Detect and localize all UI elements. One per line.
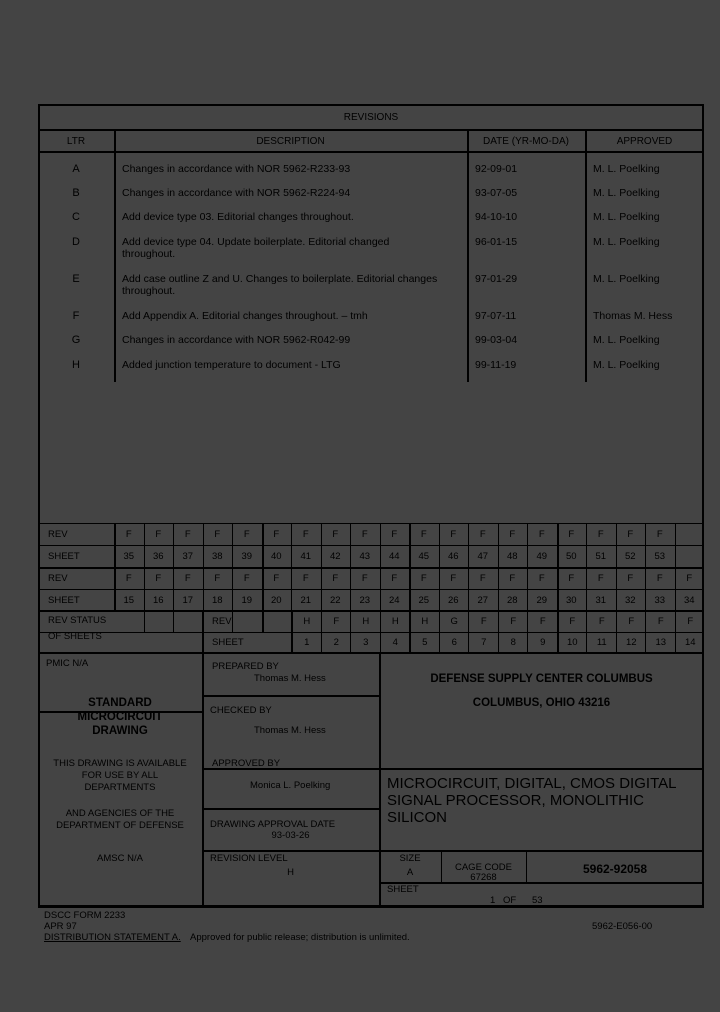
status-cell: 29 xyxy=(536,595,548,606)
rule-line xyxy=(38,610,704,612)
distribution-statement: Approved for public release; distribution is unlimited. xyxy=(190,932,410,943)
approved-by-name: Monica L. Poelking xyxy=(250,780,331,791)
sheet-total: 53 xyxy=(532,895,543,906)
status-cell: H xyxy=(303,616,311,627)
status-cell: F xyxy=(568,529,575,540)
status-cell: 4 xyxy=(392,637,398,648)
size-value: A xyxy=(406,867,414,878)
status-cell: F xyxy=(539,616,546,627)
status-cell: F xyxy=(125,529,132,540)
revision-approver: M. L. Poelking xyxy=(593,211,660,223)
status-cell: 39 xyxy=(241,551,253,562)
rule-line xyxy=(350,523,351,652)
revision-approver: M. L. Poelking xyxy=(593,273,660,285)
status-cell: F xyxy=(184,573,191,584)
status-cell: F xyxy=(155,573,162,584)
status-cell: F xyxy=(450,573,457,584)
cage-code: 67268 xyxy=(470,872,497,883)
organization-city: COLUMBUS, OHIO 43216 xyxy=(472,697,611,709)
size-label: SIZE xyxy=(399,853,421,864)
rule-line xyxy=(616,523,617,652)
status-cell: F xyxy=(686,573,693,584)
revision-date: 96-01-15 xyxy=(475,236,518,248)
checked-by-label: CHECKED BY xyxy=(210,705,272,716)
status-cell: 50 xyxy=(565,551,577,562)
status-cell: F xyxy=(597,573,604,584)
status-cell: F xyxy=(538,529,545,540)
status-cell: F xyxy=(391,529,398,540)
status-cell: F xyxy=(125,573,132,584)
status-cell: 20 xyxy=(270,595,282,606)
status-cell: F xyxy=(538,573,545,584)
status-cell: F xyxy=(569,616,576,627)
rule-line xyxy=(468,523,469,652)
pmic-label: PMIC N/A xyxy=(46,658,89,669)
status-cell: 25 xyxy=(418,595,430,606)
distribution-label: DISTRIBUTION STATEMENT A. xyxy=(44,932,181,943)
status-cell: F xyxy=(627,529,634,540)
status-row-label: SHEET xyxy=(48,551,80,562)
revision-approver: Thomas M. Hess xyxy=(593,310,673,322)
status-cell: 5 xyxy=(422,637,428,648)
rule-line xyxy=(557,523,559,652)
rule-line xyxy=(38,151,704,153)
status-cell: F xyxy=(332,529,339,540)
status-cell: F xyxy=(510,616,517,627)
rule-line xyxy=(586,523,587,652)
rule-line xyxy=(38,523,704,524)
status-cell: F xyxy=(214,529,221,540)
revision-description-cont: throughout. xyxy=(122,285,176,297)
status-row-label: SHEET xyxy=(48,595,80,606)
form-date: APR 97 xyxy=(44,921,77,932)
status-cell: F xyxy=(509,573,516,584)
status-cell: F xyxy=(361,573,368,584)
status-cell: 42 xyxy=(329,551,341,562)
status-cell: 40 xyxy=(270,551,282,562)
status-cell: F xyxy=(656,573,663,584)
prepared-by-label: PREPARED BY xyxy=(212,661,279,672)
rule-line xyxy=(702,104,704,907)
rule-line xyxy=(38,129,704,131)
rule-line xyxy=(202,695,379,697)
status-cell: 45 xyxy=(418,551,430,562)
status-cell: F xyxy=(628,616,635,627)
status-cell: 1 xyxy=(304,637,310,648)
revision-description: Changes in accordance with NOR 5962-R042-99 xyxy=(122,334,351,346)
status-cell: 41 xyxy=(300,551,312,562)
availability-text: THIS DRAWING IS AVAILABLE xyxy=(53,758,187,769)
status-cell: 22 xyxy=(329,595,341,606)
approval-date: 93-03-26 xyxy=(271,830,310,841)
rule-line xyxy=(38,567,704,569)
revision-date: 99-11-19 xyxy=(475,359,517,371)
status-cell: F xyxy=(302,573,309,584)
status-cell: 53 xyxy=(654,551,666,562)
status-cell: 49 xyxy=(536,551,548,562)
column-header: DATE (YR-MO-DA) xyxy=(483,136,569,147)
column-header: LTR xyxy=(66,136,86,147)
revision-description: Changes in accordance with NOR 5962-R233-93 xyxy=(122,163,351,175)
revision-approver: M. L. Poelking xyxy=(593,359,660,371)
status-cell: F xyxy=(509,529,516,540)
status-cell: F xyxy=(597,529,604,540)
status-cell: F xyxy=(479,573,486,584)
status-cell: F xyxy=(657,616,664,627)
rule-line xyxy=(527,523,528,652)
revision-level: H xyxy=(287,867,294,878)
revision-description: Changes in accordance with NOR 5962-R224-94 xyxy=(122,187,351,199)
rule-line xyxy=(645,523,646,652)
revision-description: Add device type 03. Editorial changes throughout. xyxy=(122,211,354,223)
status-cell: F xyxy=(332,573,339,584)
rule-line xyxy=(379,850,704,852)
status-cell: 24 xyxy=(388,595,400,606)
status-cell: F xyxy=(420,529,427,540)
status-cell: F xyxy=(420,573,427,584)
status-row-label: REV xyxy=(48,529,68,540)
rule-line xyxy=(379,882,704,884)
revision-date: 94-10-10 xyxy=(475,211,518,223)
rule-line xyxy=(409,523,411,652)
rule-line xyxy=(321,523,322,652)
status-cell: F xyxy=(184,529,191,540)
cage-code-label: CAGE CODE xyxy=(454,862,512,873)
status-cell: 2 xyxy=(333,637,339,648)
checked-by-name: Thomas M. Hess xyxy=(254,725,326,736)
rule-line xyxy=(38,652,704,654)
status-cell: 10 xyxy=(566,637,578,648)
prepared-by-name: Thomas M. Hess xyxy=(254,673,326,684)
approval-date-label: DRAWING APPROVAL DATE xyxy=(210,819,336,830)
amsc-label: AMSC N/A xyxy=(97,853,143,864)
rev-status-label: REV STATUS xyxy=(48,615,107,626)
status-cell: 37 xyxy=(182,551,194,562)
status-cell: 36 xyxy=(152,551,164,562)
status-cell: F xyxy=(273,529,280,540)
standard-heading: STANDARD xyxy=(88,697,152,709)
status-cell: 18 xyxy=(211,595,223,606)
revision-description: Add case outline Z and U. Changes to boilerplate. Editorial changes xyxy=(122,273,438,285)
organization-name: DEFENSE SUPPLY CENTER COLUMBUS xyxy=(430,673,653,685)
rev-status-label: OF SHEETS xyxy=(48,631,102,642)
status-cell: 31 xyxy=(595,595,607,606)
rule-line xyxy=(202,610,204,652)
revision-letter: F xyxy=(72,310,80,322)
status-cell: 51 xyxy=(595,551,607,562)
rule-line xyxy=(675,523,676,652)
status-cell: F xyxy=(627,573,634,584)
status-cell: 26 xyxy=(447,595,459,606)
rule-line xyxy=(585,129,587,382)
rule-line xyxy=(498,523,499,652)
status-cell: 27 xyxy=(477,595,489,606)
revision-letter: A xyxy=(72,163,80,175)
status-cell: 34 xyxy=(683,595,695,606)
status-cell: F xyxy=(214,573,221,584)
availability-text: DEPARTMENT OF DEFENSE xyxy=(56,820,184,831)
sheet-number: 1 xyxy=(490,895,496,906)
status-cell: F xyxy=(687,616,694,627)
status-row-label: REV xyxy=(212,616,232,627)
status-cell: G xyxy=(450,616,458,627)
column-header: APPROVED xyxy=(616,136,673,147)
revision-level-label: REVISION LEVEL xyxy=(210,853,288,864)
status-cell: 17 xyxy=(182,595,194,606)
column-header: DESCRIPTION xyxy=(256,136,325,147)
revision-letter: C xyxy=(72,211,80,223)
status-cell: 32 xyxy=(624,595,636,606)
status-cell: F xyxy=(273,573,280,584)
status-cell: 13 xyxy=(655,637,667,648)
revision-date: 99-03-04 xyxy=(475,334,518,346)
status-cell: 3 xyxy=(363,637,369,648)
status-cell: F xyxy=(155,529,162,540)
document-code: 5962-E056-00 xyxy=(592,921,653,932)
status-cell: F xyxy=(598,616,605,627)
revisions-title: REVISIONS xyxy=(343,112,399,123)
revision-letter: D xyxy=(72,236,80,248)
revision-description: Add device type 04. Update boilerplate. Editorial changed xyxy=(122,236,390,248)
revision-date: 97-07-11 xyxy=(475,310,517,322)
approved-by-label: APPROVED BY xyxy=(212,758,281,769)
revision-approver: M. L. Poelking xyxy=(593,236,660,248)
revision-date: 97-01-29 xyxy=(475,273,518,285)
status-cell: 46 xyxy=(447,551,459,562)
standard-heading: MICROCIRCUIT xyxy=(77,711,163,723)
status-cell: 6 xyxy=(451,637,457,648)
drawing-title: SIGNAL PROCESSOR, MONOLITHIC xyxy=(387,792,644,809)
status-cell: F xyxy=(243,529,250,540)
status-cell: F xyxy=(479,529,486,540)
status-cell: 48 xyxy=(506,551,518,562)
rule-line xyxy=(114,129,116,382)
status-cell: 33 xyxy=(654,595,666,606)
status-cell: F xyxy=(243,573,250,584)
availability-text: FOR USE BY ALL xyxy=(81,770,159,781)
rule-line xyxy=(439,523,440,652)
status-cell: F xyxy=(333,616,340,627)
status-cell: F xyxy=(302,529,309,540)
revision-letter: B xyxy=(72,187,80,199)
drawing-title: SILICON xyxy=(387,809,448,826)
status-cell: H xyxy=(421,616,429,627)
revision-approver: M. L. Poelking xyxy=(593,187,660,199)
rule-line xyxy=(38,905,704,908)
status-cell: 11 xyxy=(596,637,607,648)
status-cell: F xyxy=(450,529,457,540)
revision-description: Added junction temperature to document - LTG xyxy=(122,359,341,371)
status-cell: 44 xyxy=(388,551,400,562)
status-cell: 8 xyxy=(510,637,516,648)
status-row-label: REV xyxy=(48,573,68,584)
rule-line xyxy=(202,850,379,852)
revision-letter: G xyxy=(71,334,81,346)
status-cell: 19 xyxy=(241,595,253,606)
revision-description-cont: throughout. xyxy=(122,248,176,260)
status-cell: 14 xyxy=(684,637,696,648)
status-cell: 43 xyxy=(359,551,371,562)
status-cell: 12 xyxy=(625,637,637,648)
drawing-title: MICROCIRCUIT, DIGITAL, CMOS DIGITAL xyxy=(387,775,677,792)
status-cell: 7 xyxy=(481,637,487,648)
standard-heading: DRAWING xyxy=(92,725,148,737)
rule-line xyxy=(38,632,704,633)
revision-approver: M. L. Poelking xyxy=(593,334,660,346)
revision-letter: H xyxy=(72,359,80,371)
rule-line xyxy=(38,104,704,106)
status-cell: 35 xyxy=(123,551,135,562)
status-cell: 28 xyxy=(506,595,518,606)
status-cell: 47 xyxy=(477,551,489,562)
drawing-number: 5962-92058 xyxy=(582,862,648,876)
status-cell: 15 xyxy=(123,595,135,606)
status-cell: 52 xyxy=(624,551,636,562)
status-row-label: SHEET xyxy=(212,637,244,648)
status-cell: F xyxy=(391,573,398,584)
status-cell: F xyxy=(480,616,487,627)
rule-line xyxy=(38,589,704,590)
status-cell: 38 xyxy=(211,551,223,562)
revision-approver: M. L. Poelking xyxy=(593,163,660,175)
revision-letter: E xyxy=(72,273,80,285)
rule-line xyxy=(380,523,381,652)
status-cell: H xyxy=(362,616,370,627)
form-number: DSCC FORM 2233 xyxy=(44,910,126,921)
sheet-of: OF xyxy=(503,895,517,906)
sheet-label: SHEET xyxy=(387,884,419,895)
status-cell: 30 xyxy=(565,595,577,606)
rule-line xyxy=(467,129,469,382)
availability-text: DEPARTMENTS xyxy=(84,782,156,793)
availability-text: AND AGENCIES OF THE xyxy=(65,808,175,819)
revision-description: Add Appendix A. Editorial changes throughout. – tmh xyxy=(122,310,368,322)
rule-line xyxy=(202,808,379,810)
revision-date: 92-09-01 xyxy=(475,163,518,175)
rule-line xyxy=(379,768,704,770)
status-cell: 9 xyxy=(540,637,546,648)
status-cell: 21 xyxy=(300,595,312,606)
status-cell: H xyxy=(391,616,399,627)
status-cell: F xyxy=(656,529,663,540)
status-cell: 23 xyxy=(359,595,371,606)
revision-date: 93-07-05 xyxy=(475,187,518,199)
status-cell: 16 xyxy=(152,595,164,606)
status-cell: F xyxy=(568,573,575,584)
status-cell: F xyxy=(361,529,368,540)
rule-line xyxy=(38,545,704,546)
